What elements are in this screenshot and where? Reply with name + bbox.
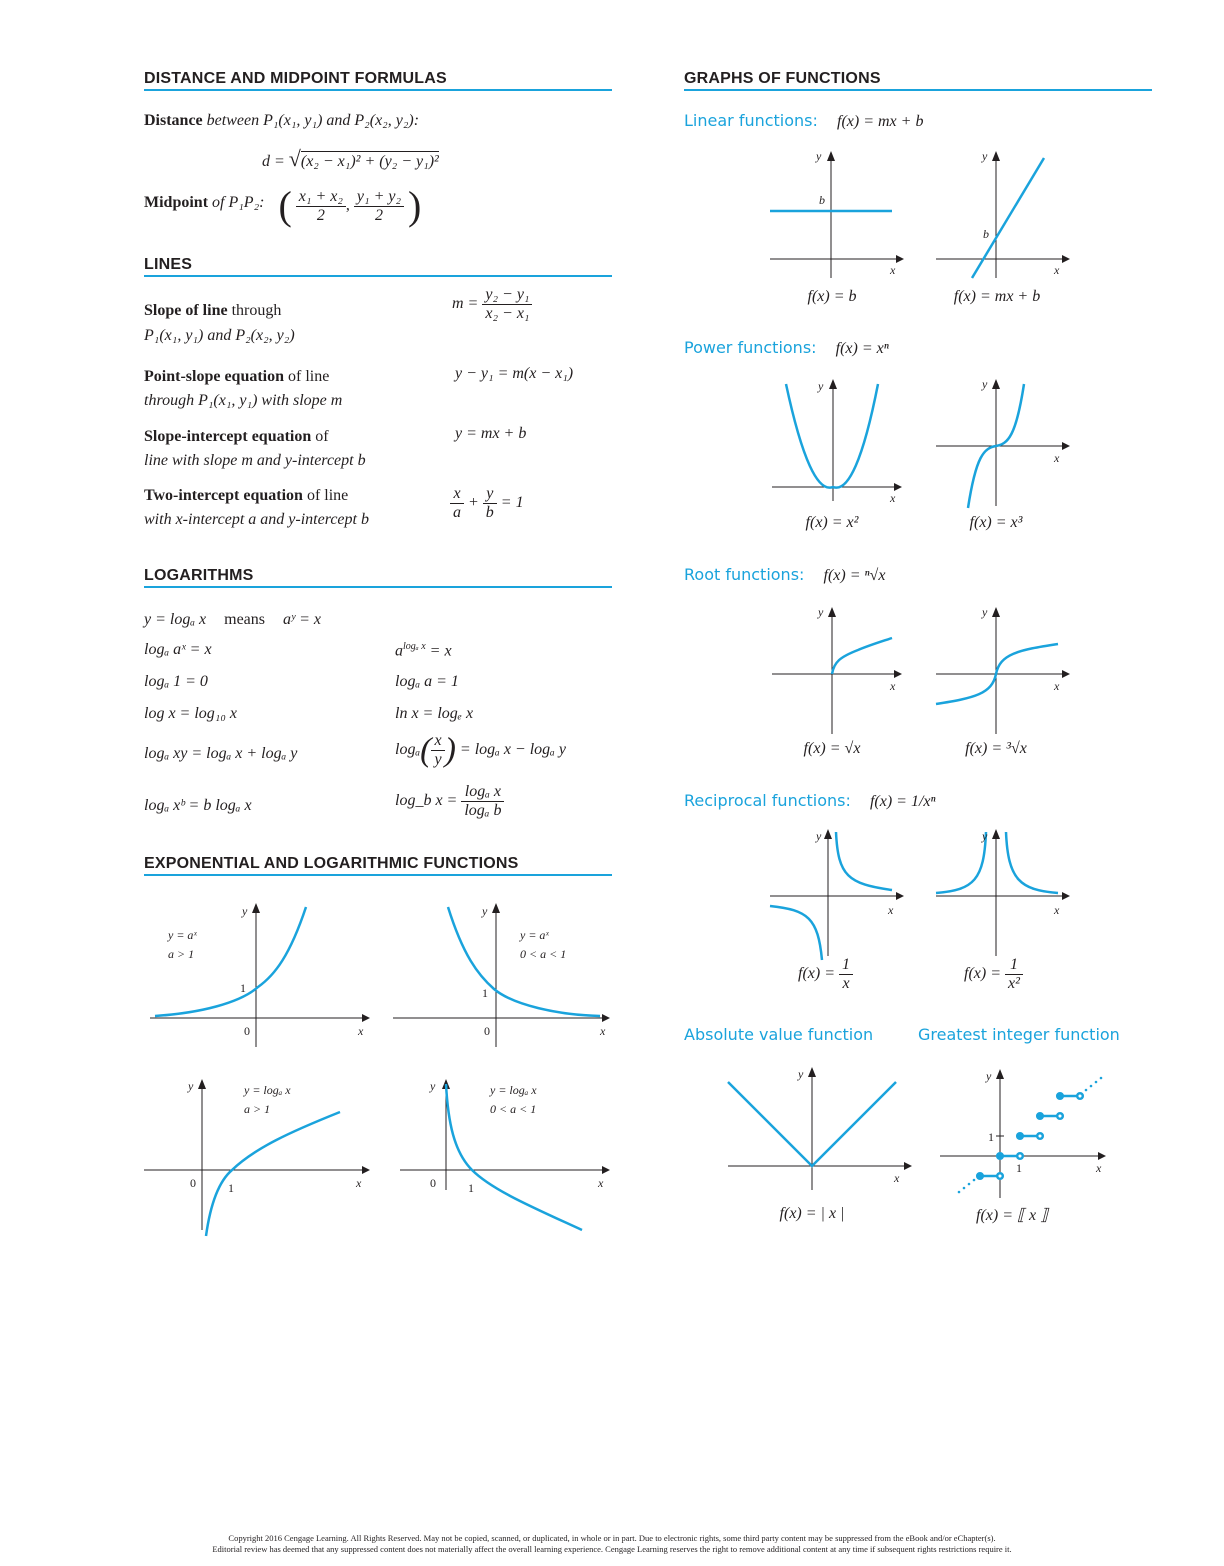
svg-text:a > 1: a > 1 [168,947,195,961]
graphs-heading: GRAPHS OF FUNCTIONS [684,70,1152,91]
svg-text:1: 1 [988,1130,994,1144]
svg-text:0: 0 [190,1176,196,1190]
graph-reciprocal-2 [934,826,1074,961]
svg-text:1: 1 [1016,1161,1022,1175]
slope-intercept-formula: y = mx + b [455,425,527,442]
log-rule-r2c1: logₐ 1 = 0 [144,673,208,690]
power-caption-2: f(x) = x³ [969,514,1023,531]
svg-text:0 < a < 1: 0 < a < 1 [520,947,567,961]
two-intercept-formula: $\frac{x}{a}$ + $\frac{y}{b}$ = 1 [450,485,524,522]
svg-text:y: y [982,149,988,163]
svg-text:0: 0 [244,1024,250,1038]
distance-formula-lhs: d = [262,153,285,170]
svg-text:y: y [816,149,822,163]
logarithms-heading: LOGARITHMS [144,567,612,588]
footer-line-1: Copyright 2016 Cengage Learning. All Rights Reserved. May not be copied, scanned, or duplicated, in whole or in part. Due to electronic rights, some third party content may be suppressed from the eBook and/or eChapter(s). [228,1533,996,1543]
graph-linear-constant [768,148,908,283]
root-caption-1: f(x) = √x [803,740,861,757]
distance-formula-rhs: (x₂ − x₁)² + (y₂ − y₁)² [300,153,439,170]
exp-log-heading: EXPONENTIAL AND LOGARITHMIC FUNCTIONS [144,855,612,876]
graph-log-a-gt-1 [140,1072,380,1242]
graph-exp-a-lt-1 [388,895,628,1055]
svg-text:y: y [986,1069,992,1083]
slope-formula: m = $\frac{\text{y₂ − y₁}}{\text{x₂ − x₁}}$ [452,286,532,323]
svg-text:x: x [890,263,896,277]
graph-root-cube [934,602,1074,737]
root-caption-2: f(x) = ³√x [965,740,1027,757]
svg-text:0: 0 [430,1176,436,1190]
svg-text:y: y [482,904,488,918]
absolute-caption: f(x) = | x | [779,1205,845,1222]
svg-text:y: y [982,829,988,843]
distance-text: between P₁(x₁, y₁) and P₂(x₂, y₂): [206,112,420,129]
log-rule-r5c1: logₐ xᵇ = b logₐ x [144,797,252,814]
svg-text:a > 1: a > 1 [244,1102,271,1116]
svg-text:x: x [1054,451,1060,465]
log-rule-r1c2: $a^{log_a x} = x$ [395,641,452,660]
svg-text:0 < a < 1: 0 < a < 1 [490,1102,537,1116]
linear-title: Linear functions: f(x) = mx + b [684,111,924,130]
svg-text:y = logₐ x: y = logₐ x [490,1083,537,1097]
two-intercept-text: Two-intercept equation of line with x-intercept a and y-intercept b [144,487,369,528]
greatest-integer-caption: f(x) = ⟦ x ⟧ [976,1207,1048,1224]
svg-text:y: y [242,904,248,918]
svg-text:x: x [890,679,896,693]
svg-text:y: y [816,829,822,843]
greatest-integer-title: Greatest integer function [918,1025,1120,1044]
linear-caption-2: f(x) = mx + b [953,288,1041,305]
graph-power-cube [934,376,1074,511]
point-slope-text: Point-slope equation of line through P₁(x₁, y₁) with slope m [144,368,343,409]
svg-text:y = aˣ: y = aˣ [168,928,197,942]
svg-text:x: x [358,1024,364,1038]
svg-text:y: y [798,1067,804,1081]
point-slope-formula: y − y₁ = m(x − x₁) [455,365,574,382]
log-rule-r3c1: log x = log₁₀ x [144,705,238,722]
slope-intercept-text: Slope-intercept equation of line with slope m and y-intercept b [144,428,366,469]
log-rule-r4c1: logₐ xy = logₐ x + logₐ y [144,745,298,762]
log-rule-r5c2: log_b x = $\frac{\text{logₐ x}}{\text{logₐ b}}$ [395,783,504,820]
svg-text:1: 1 [228,1181,234,1195]
distance-label: Distance [144,112,203,129]
log-rule-r2c2: logₐ a = 1 [395,673,459,690]
svg-text:x: x [1096,1161,1102,1175]
svg-text:x: x [1054,903,1060,917]
svg-text:x: x [600,1024,606,1038]
footer-line-2: Editorial review has deemed that any suppressed content does not materially affect the overall learning experience. Cengage Learning reserves the right to remove additional content at any time if subsequent rights restrictions require it. [212,1544,1012,1554]
svg-text:0: 0 [484,1024,490,1038]
svg-text:y: y [982,605,988,619]
svg-text:1: 1 [482,986,488,1000]
power-caption-1: f(x) = x² [805,514,859,531]
sqrt-symbol: √ [288,146,301,171]
graph-reciprocal-1 [768,826,908,961]
root-title: Root functions: f(x) = ⁿ√x [684,565,886,584]
svg-text:y: y [188,1079,194,1093]
svg-text:y: y [818,379,824,393]
svg-text:x: x [356,1176,362,1190]
svg-text:y: y [982,377,988,391]
log-rule-r4c2: logₐ( $\frac{x}{y}$ ) = logₐ x − logₐ y [395,731,566,769]
midpoint-line: Midpoint of P₁P₂: ( $\frac{\text{x₁ + x₂}}{2}$ , $\frac{\text{y₁ + y₂}}{2}$ ) [144,183,422,228]
svg-text:y = logₐ x: y = logₐ x [244,1083,291,1097]
power-title: Power functions: f(x) = xⁿ [684,338,889,357]
distance-midpoint-heading: DISTANCE AND MIDPOINT FORMULAS [144,70,612,91]
graph-root-square [768,602,908,737]
midpoint-frac-x: $\frac{\text{x₁ + x₂}}{2}$ [296,188,346,225]
svg-text:1: 1 [240,981,246,995]
lines-heading: LINES [144,256,612,277]
svg-text:y: y [430,1079,436,1093]
svg-text:b: b [819,193,825,207]
reciprocal-caption-2: f(x) = $\frac{1}{\text{x²}}$ [964,956,1054,993]
reciprocal-title: Reciprocal functions: f(x) = 1/xⁿ [684,791,936,810]
svg-text:x: x [1054,263,1060,277]
slope-text: Slope of line through P₁(x₁, y₁) and P₂(x₂, y₂) [144,302,295,344]
copyright-footer [0,1533,1224,1555]
graph-greatest-integer [936,1062,1116,1202]
svg-text:x: x [890,491,896,505]
svg-text:1: 1 [468,1181,474,1195]
midpoint-label: Midpoint [144,193,209,211]
log-definition: y = logₐ x means aʸ = x [144,611,321,628]
midpoint-frac-y: $\frac{\text{y₁ + y₂}}{2}$ [354,188,404,225]
linear-caption-1: f(x) = b [807,288,857,305]
svg-text:x: x [894,1171,900,1185]
svg-text:x: x [1054,679,1060,693]
distance-line [144,112,419,130]
svg-text:y: y [818,605,824,619]
distance-formula [262,146,439,172]
reciprocal-caption-1: f(x) = $\frac{1}{x}$ [798,956,878,993]
graph-log-a-lt-1 [392,1072,632,1242]
graph-linear-slope [934,148,1074,283]
svg-text:x: x [888,903,894,917]
graph-absolute-value [724,1062,924,1197]
graph-power-square [768,376,908,511]
svg-text:b: b [983,227,989,241]
graph-exp-a-gt-1 [140,895,380,1055]
midpoint-text: of P₁P₂: [212,193,265,211]
log-rule-r1c1: logₐ aˣ = x [144,641,212,658]
svg-text:x: x [598,1176,604,1190]
svg-text:y = aˣ: y = aˣ [520,928,549,942]
absolute-title: Absolute value function [684,1025,874,1044]
log-rule-r3c2: ln x = logₑ x [395,705,474,722]
